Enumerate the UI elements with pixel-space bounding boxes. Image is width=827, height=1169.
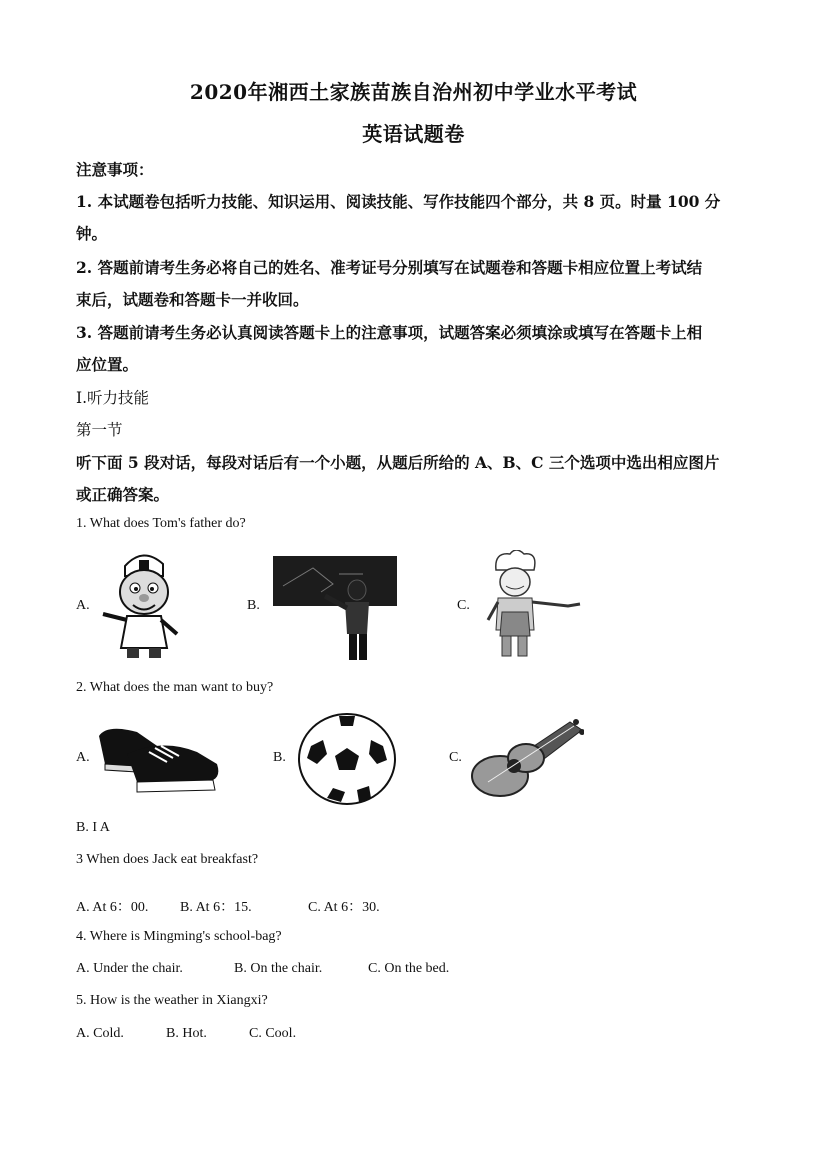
note-3-line-2: 应位置。 xyxy=(76,355,139,374)
part-heading: I.听力技能 xyxy=(76,389,150,407)
stray-text: B. I A xyxy=(76,820,110,835)
q1-option-b-label: B. xyxy=(247,598,260,613)
exam-title: 2020年湘西土家族苗族自治州初中学业水平考试 xyxy=(189,80,638,104)
instruction-line-1: 听下面 5 段对话，每段对话后有一个小题，从题后所给的 A、B、C 三个选项中选出相应图片 xyxy=(76,453,720,472)
q2-option-b-label: B. xyxy=(273,750,286,765)
question-3-text: 3 When does Jack eat breakfast? xyxy=(76,852,259,867)
note-2-line-1: 2. 答题前请考生务必将自己的姓名、准考证号分别填写在试题卷和答题卡相应位置上考试结 xyxy=(76,258,703,277)
teacher-blackboard-image xyxy=(273,556,397,662)
q5-option-a: A. Cold. xyxy=(76,1026,124,1041)
soccer-ball-image xyxy=(297,712,397,806)
question-1-text: 1. What does Tom's father do? xyxy=(76,516,246,531)
subpart-heading: 第一节 xyxy=(76,421,123,439)
q1-option-c-label: C. xyxy=(457,598,470,613)
chef-cartoon-image xyxy=(480,550,584,660)
q5-option-b: B. Hot. xyxy=(166,1026,207,1041)
question-4-options xyxy=(76,961,449,977)
notes-heading: 注意事项： xyxy=(76,160,154,179)
doctor-cartoon-image xyxy=(97,548,189,660)
q4-option-a: A. Under the chair. xyxy=(76,961,183,976)
q4-option-c: C. On the bed. xyxy=(368,961,450,976)
question-5-options xyxy=(76,1026,296,1042)
note-1-line-2: 钟。 xyxy=(76,224,108,243)
guitar-image xyxy=(470,716,584,802)
question-4-text: 4. Where is Mingming's school-bag? xyxy=(76,929,282,944)
q3-option-b: B. At 6：15. xyxy=(180,900,252,915)
q2-option-c-label: C. xyxy=(449,750,462,765)
q4-option-b: B. On the chair. xyxy=(234,961,323,976)
q2-option-a-label: A. xyxy=(76,750,90,765)
note-3-line-1: 3. 答题前请考生务必认真阅读答题卡上的注意事项，试题答案必须填涂或填写在答题卡上相 xyxy=(76,323,703,342)
q5-option-c: C. Cool. xyxy=(249,1026,297,1041)
question-2-text: 2. What does the man want to buy? xyxy=(76,680,274,695)
q3-option-c: C. At 6：30. xyxy=(308,900,380,915)
note-2-line-2: 束后，试题卷和答题卡一并收回。 xyxy=(76,290,309,309)
question-5-text: 5. How is the weather in Xiangxi? xyxy=(76,993,268,1008)
q1-option-a-label: A. xyxy=(76,598,90,613)
note-1-line-1: 1. 本试题卷包括听力技能、知识运用、阅读技能、写作技能四个部分，共 8 页。时量 100 分 xyxy=(76,192,721,211)
exam-subtitle: 英语试题卷 xyxy=(362,122,465,146)
instruction-line-2: 或正确答案。 xyxy=(76,485,170,504)
sneakers-image xyxy=(97,718,221,794)
question-3-options xyxy=(76,896,380,916)
q3-option-a: A. At 6：00. xyxy=(76,900,149,915)
